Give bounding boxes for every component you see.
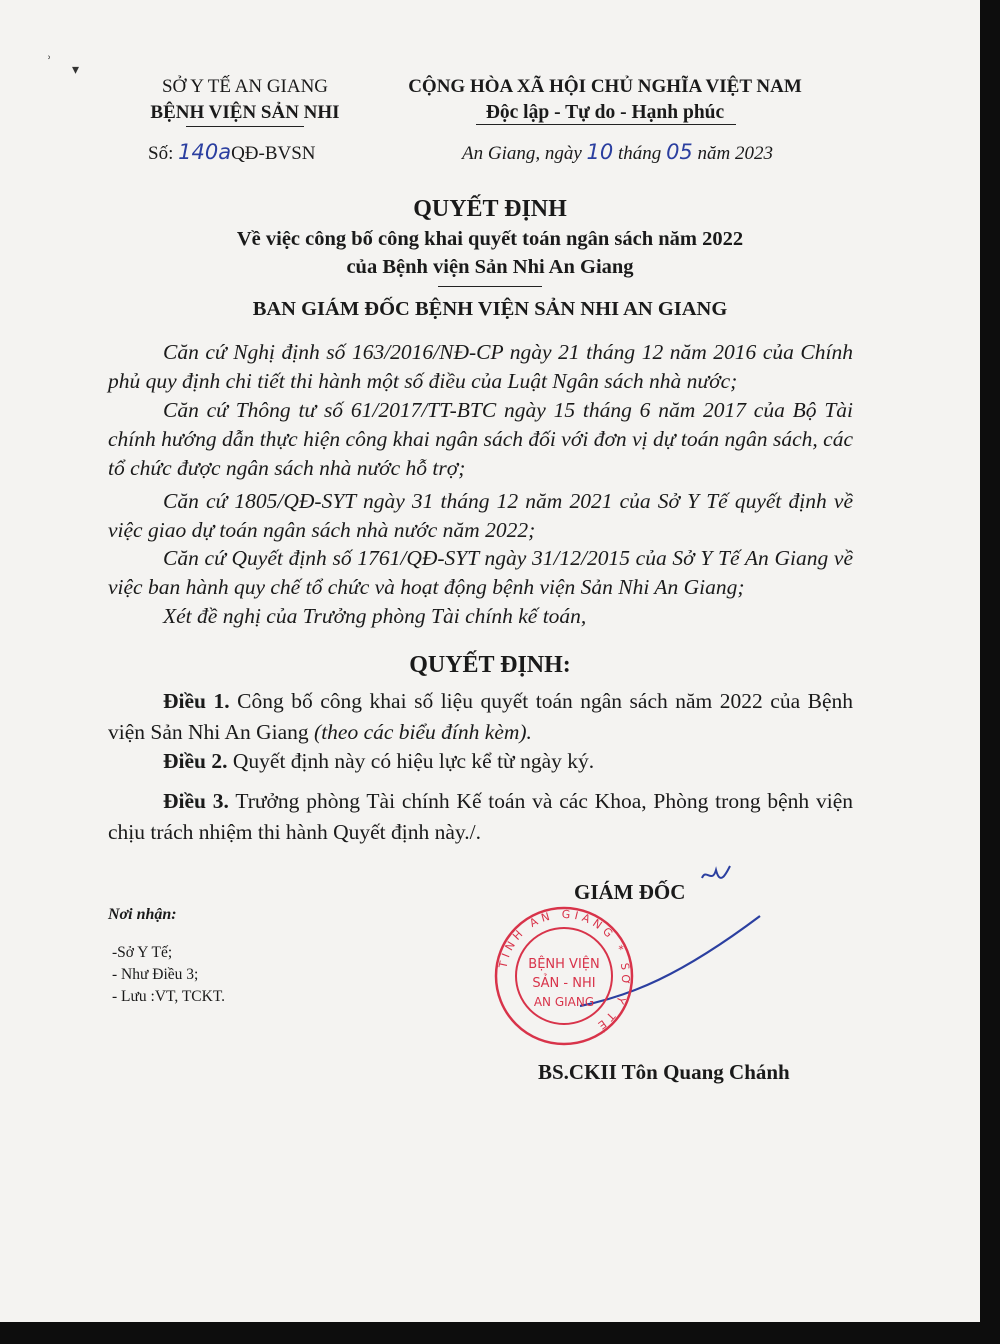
article-1 [108, 686, 853, 748]
recipient-item: - Lưu :VT, TCKT. [112, 988, 226, 1005]
article-2-text: Quyết định này có hiệu lực kể từ ngày ký. [232, 749, 595, 773]
scan-speck: ▾ [72, 63, 80, 78]
header-right-underline [476, 124, 736, 125]
header-left [100, 74, 390, 126]
decision-heading: QUYẾT ĐỊNH: [409, 652, 571, 678]
signature-scribble [702, 866, 730, 878]
issuing-authority: BAN GIÁM ĐỐC BỆNH VIỆN SẢN NHI AN GIANG [252, 298, 728, 320]
article-1-note: (theo các biểu đính kèm). [314, 720, 532, 744]
article-2 [108, 746, 853, 777]
legal-basis-3: Căn cứ 1805/QĐ-SYT ngày 31 tháng 12 năm 2021 của Sở Y Tế quyết định về việc giao dự toán ngân sách nhà nước năm 2022; [108, 489, 853, 542]
legal-basis-4: Căn cứ Quyết định số 1761/QĐ-SYT ngày 31/12/2015 của Sở Y Tế An Giang về việc ban hành quy chế tổ chức và hoạt động bệnh viện Sản Nhi An Giang; [108, 546, 853, 599]
department-name: SỞ Y TẾ AN GIANG [161, 76, 329, 97]
doc-title: QUYẾT ĐỊNH [413, 196, 567, 222]
country-name: CỘNG HÒA XÃ HỘI CHỦ NGHĨA VIỆT NAM [408, 76, 802, 97]
recipients-heading: Nơi nhận: [108, 906, 177, 923]
official-stamp [496, 908, 633, 1044]
stamp-line-3: AN GIANG [533, 995, 595, 1009]
legal-basis-5: Xét đề nghị của Trưởng phòng Tài chính kế toán, [163, 604, 587, 628]
stamp-ring-text: TỈNH AN GIANG * SỞ Y TẾ [496, 907, 633, 1034]
doc-subject-line2: của Bệnh viện Sản Nhi An Giang [346, 256, 634, 278]
article-2-label: Điều 2. [163, 749, 228, 773]
article-1-label: Điều 1. [163, 689, 230, 713]
doc-subject-line1: Về việc công bố công khai quyết toán ngân sách năm 2022 [236, 228, 744, 250]
title-underline [438, 286, 542, 287]
signature-stamp-graphic [480, 856, 770, 1066]
legal-basis-2: Căn cứ Thông tư số 61/2017/TT-BTC ngày 15 tháng 6 năm 2017 của Bộ Tài chính hướng dẫn thực hiện công khai ngân sách đối với đơn vị dự toán ngân sách, các tổ chức được ngân sách nhà nước hỗ trợ; [108, 398, 853, 480]
signer-name: BS.CKII Tôn Quang Chánh [538, 1060, 790, 1084]
signature-title: GIÁM ĐỐC [574, 880, 686, 904]
date-place: An Giang, ngày [462, 143, 582, 164]
date-month: 05 [666, 140, 693, 164]
doc-number [148, 140, 316, 165]
header-left-underline [186, 126, 304, 127]
national-motto: Độc lập - Tự do - Hạnh phúc [485, 102, 725, 123]
recipient-item: -Sở Y Tế; [112, 944, 173, 961]
hospital-name: BỆNH VIỆN SẢN NHI [150, 102, 340, 123]
recipient-item: - Như Điều 3; [112, 966, 199, 983]
article-1-text: Công bố công khai số liệu quyết toán ngân sách năm 2022 của Bệnh viện Sản Nhi An Giang [108, 689, 854, 744]
stamp-line-2: SẢN - NHI [532, 976, 596, 991]
doc-number-handwritten: 140a [178, 140, 232, 164]
legal-basis-1: Căn cứ Nghị định số 163/2016/NĐ-CP ngày 21 tháng 12 năm 2016 của Chính phủ quy định chi tiết thi hành một số điều của Luật Ngân sách nhà nước; [108, 340, 853, 393]
header-right [390, 74, 820, 126]
date-month-label: tháng [618, 143, 662, 164]
date-line [462, 140, 773, 165]
article-3-text: Trưởng phòng Tài chính Kế toán và các Khoa, Phòng trong bệnh viện chịu trách nhiệm thi hành Quyết định này./. [108, 789, 853, 844]
doc-number-suffix: QĐ-BVSN [231, 143, 316, 164]
scan-speck: ˒ [46, 44, 52, 64]
doc-number-prefix: Số: [148, 143, 174, 164]
date-day: 10 [586, 140, 614, 164]
article-3-label: Điều 3. [163, 789, 229, 813]
date-year: năm 2023 [697, 143, 774, 164]
stamp-line-1: BỆNH VIỆN [528, 957, 600, 972]
article-3 [108, 786, 853, 848]
